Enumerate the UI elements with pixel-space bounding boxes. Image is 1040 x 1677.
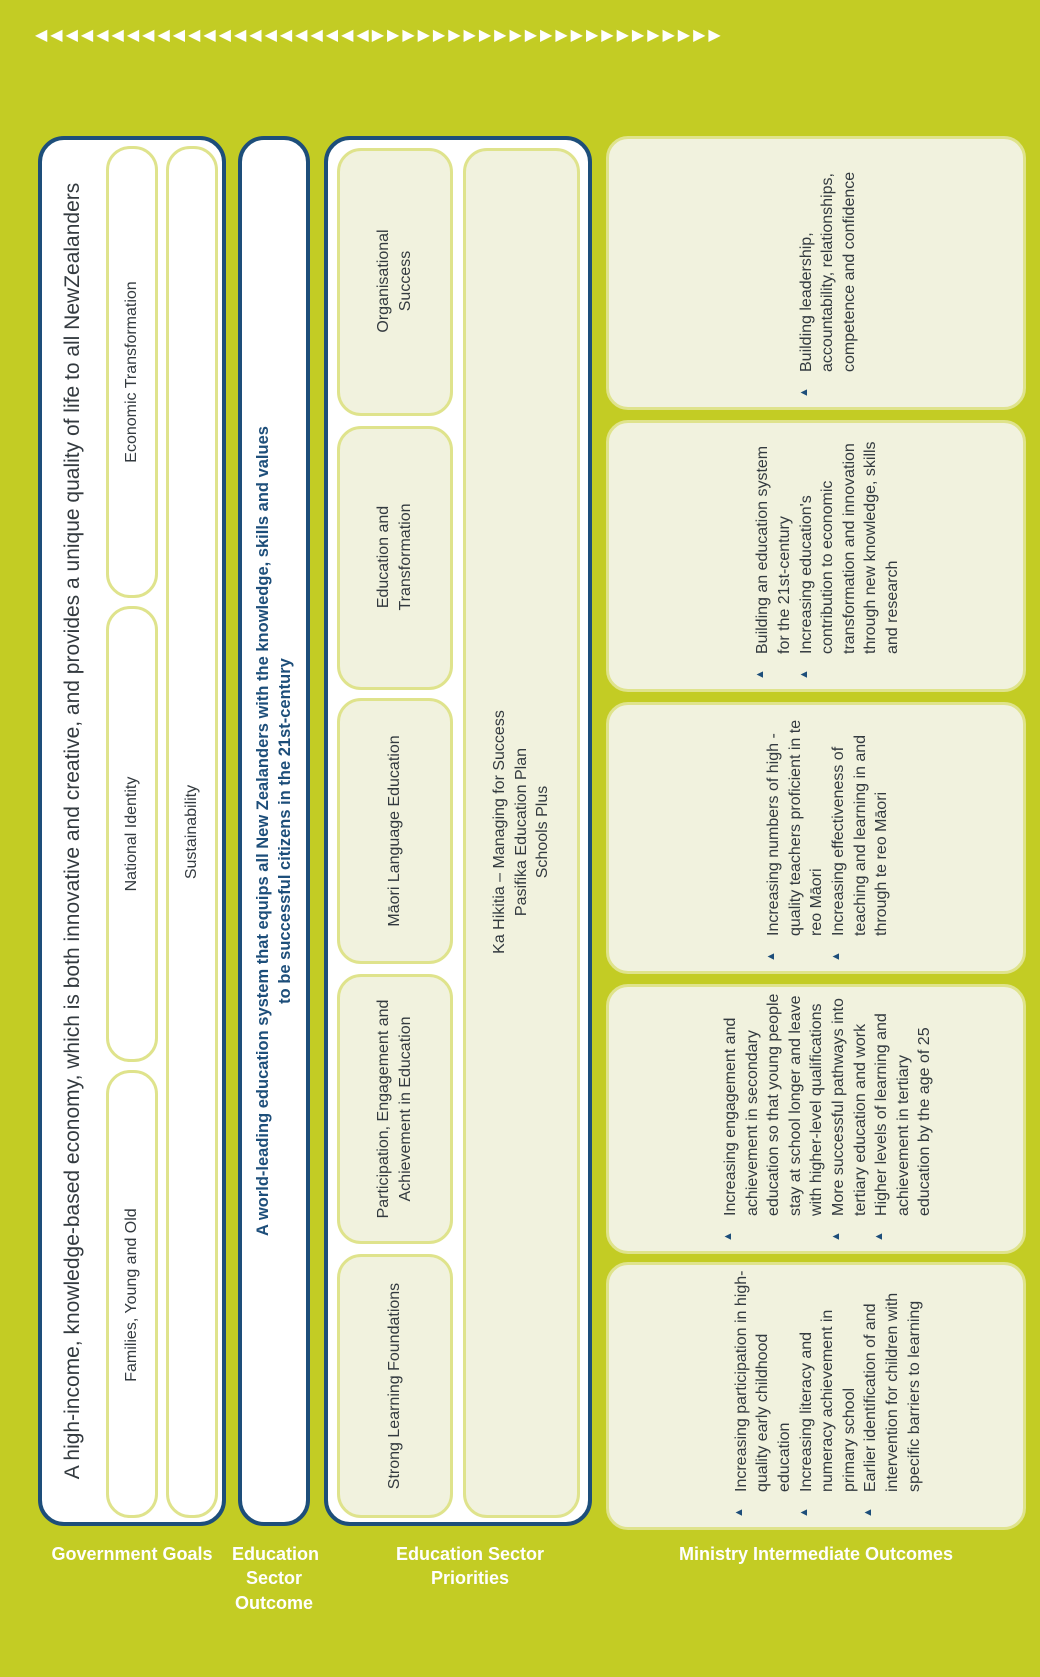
- priority-text: Strong Learning Foundations: [386, 1282, 404, 1490]
- strategy-ka-hikitia: Ka Hikitia – Managing for Success: [491, 710, 509, 954]
- label-education-sector-outcome: [232, 1542, 320, 1615]
- goal-sustainability-label: [166, 149, 218, 1515]
- outcome-bullets: [763, 710, 893, 964]
- label-government-goals: [38, 1542, 226, 1566]
- outcome-item: ▲ Increasing literacy and numeracy achievement in primary school: [796, 1270, 861, 1520]
- outcomes-list-4: [618, 428, 1038, 682]
- label-ministry-intermediate-outcomes: [606, 1542, 1026, 1566]
- priority-text: Māori Language Education: [386, 735, 404, 927]
- goal-text: Sustainability: [183, 784, 201, 880]
- goal-economic-label: [106, 150, 158, 594]
- label-text: Ministry Intermediate Outcomes: [678, 1544, 954, 1564]
- priority-text: Education and Transformation: [375, 503, 414, 611]
- overarching-goal-text: A high-income, knowledge-based economy, which is both innovative and creative, and provides a unique quality of life to all NewZealanders: [60, 182, 84, 1480]
- priority-text: Participation, Engagement and Achievement in Education: [375, 999, 414, 1219]
- outcomes-list-3: [618, 710, 1038, 964]
- outcome-bullets: [720, 992, 936, 1244]
- priority-maori-language-label: [337, 702, 453, 960]
- outcomes-list-1: [618, 1270, 1038, 1520]
- strategy-pasifika: Pasifika Education Plan: [512, 747, 530, 917]
- outcomes-list-2: [618, 992, 1038, 1244]
- outcome-line-1: A world-leading education system that equips all New Zealanders with the knowledge, skills and values: [253, 426, 272, 1236]
- priority-participation-label: [337, 978, 453, 1240]
- goal-text: Economic Transformation: [123, 281, 141, 463]
- government-goals-overarching: [50, 140, 96, 1522]
- arrow-strip-text: ◀◀◀◀◀◀◀◀◀◀◀◀◀◀◀◀◀◀◀◀◀◀▶▶▶▶▶▶▶▶▶▶▶▶▶▶▶▶▶▶▶▶▶▶▶: [35, 27, 724, 44]
- outcome-item: ▲ Building an education system for the 21st-century: [752, 428, 795, 682]
- label-education-sector-priorities: [370, 1542, 570, 1591]
- outcome-item: ▲ Increasing participation in high-quality early childhood education: [731, 1270, 796, 1520]
- goal-families-label: [106, 1075, 158, 1515]
- decorative-arrow-strip: [35, 25, 724, 55]
- outcome-item: ▲ Increasing education's contribution to economic transformation and innovation through new knowledge, skills and research: [796, 428, 904, 682]
- education-outcome-text: [242, 140, 306, 1522]
- label-text: Education Sector Outcome: [232, 1544, 320, 1613]
- outcome-item: ▲ Higher levels of learning and achievement in tertiary education by the age of 25: [871, 992, 936, 1244]
- goal-national-identity-label: [106, 610, 158, 1058]
- priority-education-transformation-label: [337, 428, 453, 686]
- outcome-item: ▲ Increasing numbers of high -quality teachers proficient in te reo Māori: [763, 710, 828, 964]
- priority-text: Organisational Success: [375, 229, 414, 333]
- outcome-item: ▲ Increasing effectiveness of teaching and learning in and through te reo Māori: [828, 710, 893, 964]
- outcome-bullets: [731, 1270, 925, 1520]
- strategies-list: [463, 149, 580, 1515]
- goal-text: National Identity: [123, 776, 141, 892]
- outcome-bullets: [796, 144, 861, 400]
- outcome-item: ▲ Increasing engagement and achievement in secondary education so that young people stay at school longer and leave with higher-level qualifications: [720, 992, 828, 1244]
- priority-strong-learning-label: [337, 1257, 453, 1515]
- outcomes-list-5: [618, 144, 1038, 400]
- priority-organisational-success-label: [337, 150, 453, 412]
- label-text: Government Goals: [51, 1544, 213, 1564]
- outcome-bullets: [752, 428, 903, 682]
- outcome-item: ▲ More successful pathways into tertiary education and work: [828, 992, 871, 1244]
- goal-text: Families, Young and Old: [123, 1208, 141, 1382]
- outcome-item: ▲ Earlier identification of and intervention for children with specific barriers to learning: [860, 1270, 925, 1520]
- outcome-line-2: to be successful citizens in the 21st-century: [276, 658, 294, 1004]
- label-text: Education Sector Priorities: [395, 1544, 545, 1589]
- strategy-schools-plus: Schools Plus: [534, 785, 552, 879]
- outcome-item: ▲ Building leadership, accountability, relationships, competence and confidence: [796, 144, 861, 400]
